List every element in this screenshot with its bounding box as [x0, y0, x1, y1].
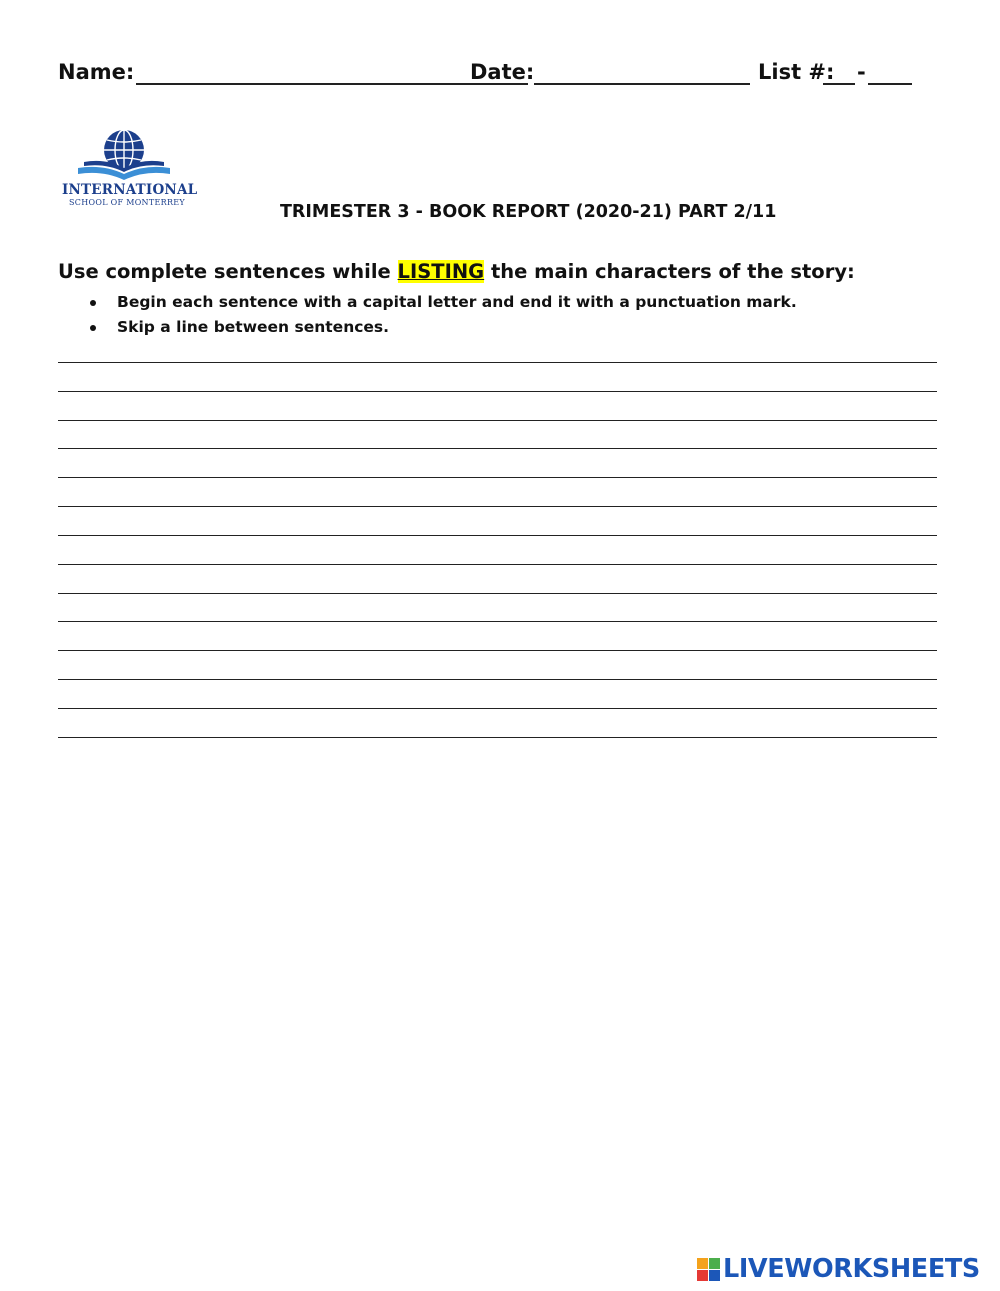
list-field-2[interactable]	[868, 83, 912, 85]
instruction-bullets	[88, 290, 797, 340]
liveworksheets-logo-icon	[697, 1258, 721, 1282]
answer-line[interactable]	[58, 650, 937, 651]
answer-line[interactable]	[58, 535, 937, 536]
instruction-text	[58, 260, 855, 283]
answer-line[interactable]	[58, 708, 937, 709]
answer-line[interactable]	[58, 679, 937, 680]
answer-line[interactable]	[58, 362, 937, 363]
bullet-item: Begin each sentence with a capital letter and end it with a punctuation mark.	[88, 290, 797, 315]
answer-line[interactable]	[58, 506, 937, 507]
liveworksheets-wordmark: LIVEWORKSHEETS	[723, 1254, 980, 1284]
list-separator: -	[857, 60, 866, 84]
answer-line[interactable]	[58, 391, 937, 392]
header-row	[58, 58, 938, 92]
page-title: TRIMESTER 3 - BOOK REPORT (2020-21) PART 2/11	[280, 202, 777, 222]
answer-line[interactable]	[58, 448, 937, 449]
answer-line[interactable]	[58, 420, 937, 421]
liveworksheets-brand	[697, 1256, 993, 1286]
instruction-after: the main characters of the story:	[484, 260, 855, 283]
name-label: Name:	[58, 60, 135, 84]
date-label: Date:	[470, 60, 535, 84]
answer-line[interactable]	[58, 564, 937, 565]
answer-line[interactable]	[58, 593, 937, 594]
date-field[interactable]	[534, 83, 750, 85]
answer-line[interactable]	[58, 477, 937, 478]
logo-school-subtitle: SCHOOL OF MONTERREY	[69, 198, 185, 207]
instruction-before: Use complete sentences while	[58, 260, 398, 283]
list-label: List #:	[758, 60, 835, 84]
list-field-1[interactable]	[823, 83, 855, 85]
answer-line[interactable]	[58, 621, 937, 622]
instruction-highlight: LISTING	[397, 260, 485, 283]
bullet-item: Skip a line between sentences.	[88, 315, 797, 340]
answer-line[interactable]	[58, 737, 937, 738]
logo-school-name: INTERNATIONAL	[62, 182, 198, 198]
